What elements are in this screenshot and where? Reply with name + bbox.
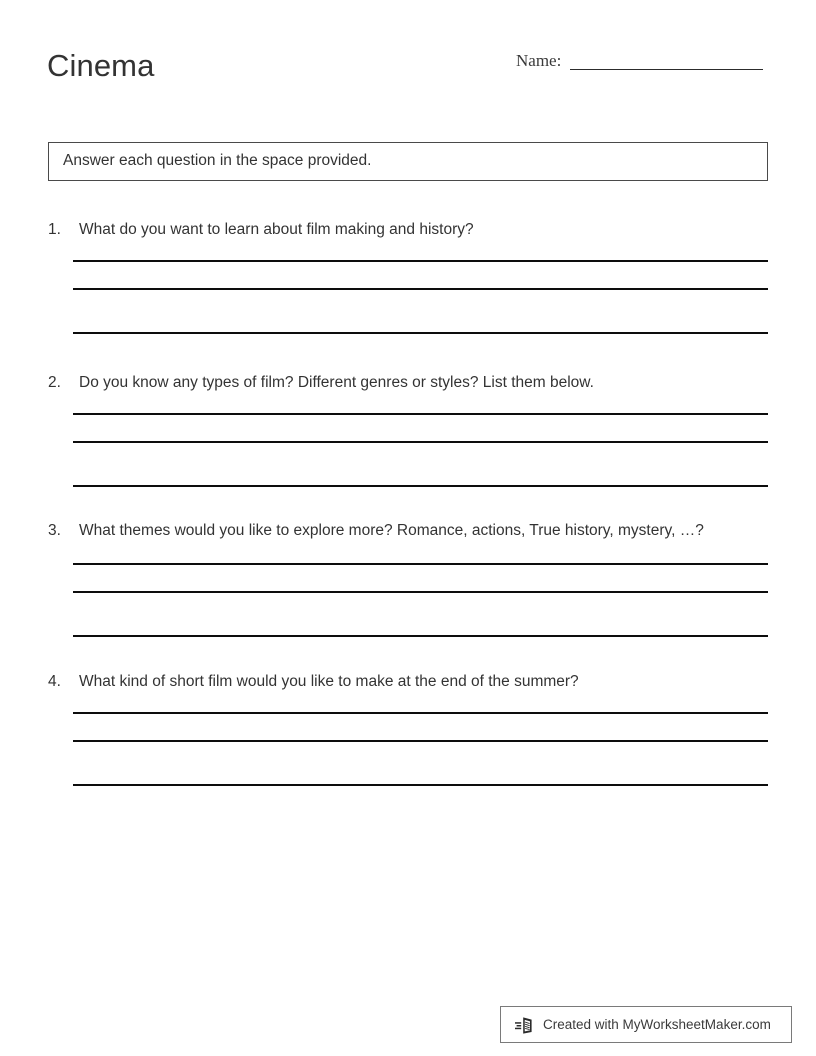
- answer-line[interactable]: [73, 784, 768, 786]
- answer-line[interactable]: [73, 712, 768, 714]
- question-text: What do you want to learn about film making and history?: [79, 221, 474, 238]
- answer-line[interactable]: [73, 288, 768, 290]
- question-block: [0, 219, 816, 334]
- question-row: [0, 671, 816, 692]
- question-number: 4.: [48, 672, 61, 690]
- answer-line[interactable]: [73, 260, 768, 262]
- answer-line[interactable]: [73, 591, 768, 593]
- question-row: [0, 219, 816, 240]
- question-row: [0, 372, 816, 393]
- page-title: Cinema: [47, 48, 155, 83]
- created-with-label: Created with MyWorksheetMaker.com: [543, 1016, 771, 1032]
- answer-line[interactable]: [73, 635, 768, 637]
- answer-line[interactable]: [73, 332, 768, 334]
- name-field-group: [516, 52, 763, 72]
- instructions-text: Answer each question in the space provided.: [63, 152, 372, 170]
- instructions-box: [48, 142, 768, 181]
- question-text: What kind of short film would you like to make at the end of the summer?: [79, 672, 579, 690]
- answer-line[interactable]: [73, 441, 768, 443]
- answer-lines: [73, 413, 768, 487]
- answer-line[interactable]: [73, 563, 768, 565]
- name-input-rule[interactable]: [570, 69, 763, 70]
- questions-list: [0, 219, 816, 786]
- question-number: 1.: [48, 221, 61, 238]
- answer-line[interactable]: [73, 485, 768, 487]
- worksheet-maker-logo-icon: [514, 1014, 536, 1036]
- answer-lines: [73, 260, 768, 334]
- created-with-badge[interactable]: [500, 1006, 792, 1043]
- question-number: 2.: [48, 374, 61, 392]
- question-block: [0, 372, 816, 487]
- question-row: [0, 520, 816, 541]
- question-text: Do you know any types of film? Different genres or styles? List them below.: [79, 374, 594, 392]
- answer-line[interactable]: [73, 413, 768, 415]
- answer-lines: [73, 712, 768, 786]
- name-label: Name:: [516, 51, 562, 70]
- question-block: [0, 520, 816, 636]
- question-block: [0, 671, 816, 786]
- question-text: What themes would you like to explore more? Romance, actions, True history, mystery, …?: [79, 522, 704, 540]
- answer-lines: [73, 563, 768, 637]
- answer-line[interactable]: [73, 740, 768, 742]
- question-number: 3.: [48, 522, 61, 540]
